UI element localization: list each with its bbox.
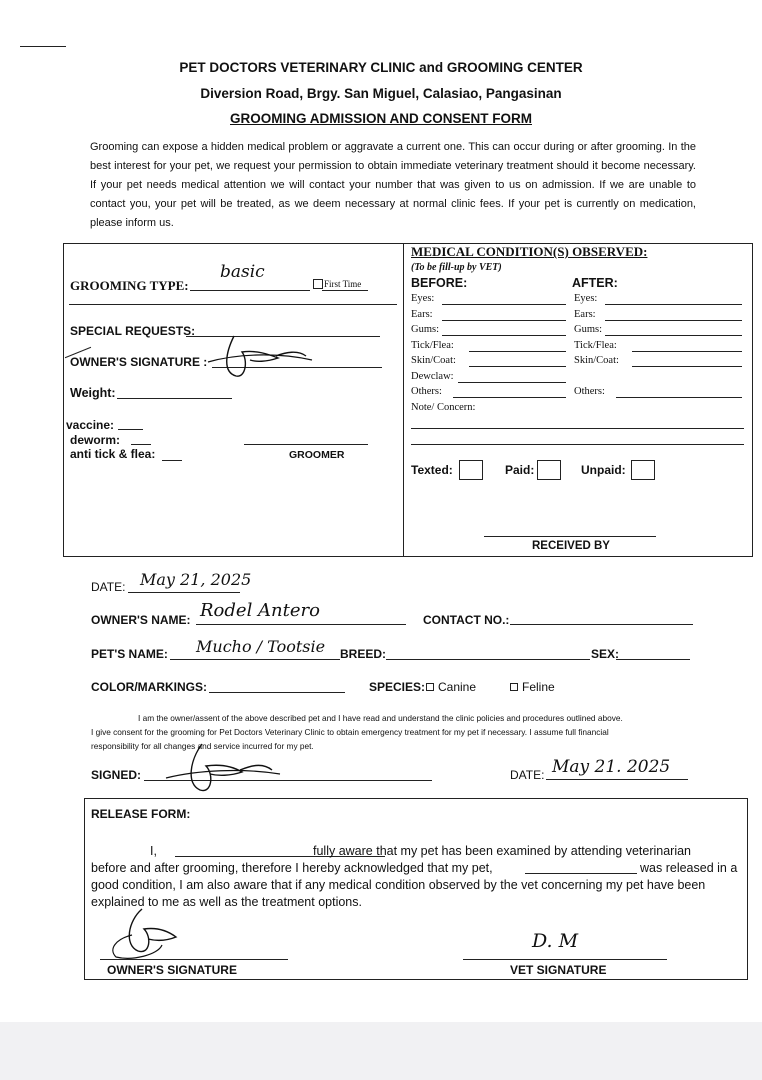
medical-title: MEDICAL CONDITION(S) OBSERVED: — [411, 244, 648, 259]
color-markings-label: COLOR/MARKINGS: — [91, 680, 207, 694]
note-concern-label: Note/ Concern: — [411, 402, 476, 413]
first-time-underline — [322, 290, 368, 291]
grooming-type-label: GROOMING TYPE: — [70, 278, 189, 293]
release-line-3: good condition, I am also aware that if any medical condition observed by the vet concerning my pet have been — [91, 878, 706, 892]
groomer-label: GROOMER — [289, 449, 345, 461]
release-vet-signature-label: VET SIGNATURE — [510, 963, 607, 977]
grooming-type-value: basic — [220, 262, 265, 282]
pet-name-field[interactable] — [170, 659, 340, 660]
after-field-label: Ears: — [574, 308, 596, 320]
breed-field[interactable] — [386, 659, 590, 660]
received-by-label: RECEIVED BY — [532, 540, 610, 552]
grooming-type-field[interactable] — [190, 290, 310, 291]
unpaid-checkbox[interactable] — [631, 460, 655, 480]
scan-mark — [20, 46, 66, 47]
groomer-signature-field[interactable] — [244, 444, 368, 445]
pet-name-label: PET'S NAME: — [91, 647, 168, 661]
consent-date-field[interactable] — [546, 779, 688, 780]
deworm-label: deworm: — [70, 433, 121, 447]
before-field-line[interactable] — [442, 335, 566, 336]
consent-signature-mark — [162, 740, 282, 800]
release-owner-signature-label: OWNER'S SIGNATURE — [107, 963, 237, 977]
consent-line-3: responsibility for all changes and service incurred for my pet. — [91, 741, 314, 751]
consent-line-2: I give consent for the grooming for Pet Doctors Veterinary Clinic to obtain emergency treatment for my pet if necessary. I assume full financial — [91, 727, 609, 737]
form-title: GROOMING ADMISSION AND CONSENT FORM — [230, 111, 532, 126]
release-pet-field[interactable] — [525, 873, 637, 874]
before-field-label: Dewclaw: — [411, 370, 454, 382]
vaccine-field[interactable] — [118, 429, 143, 430]
before-field-label: Ears: — [411, 308, 433, 320]
consent-line-1: I am the owner/assent of the above described pet and I have read and understand the clinic policies and procedures outlined above. — [138, 713, 623, 723]
canine-label: Canine — [438, 680, 477, 694]
received-by-field[interactable] — [484, 536, 656, 537]
contact-field[interactable] — [510, 624, 693, 625]
signed-label: SIGNED: — [91, 768, 142, 782]
deworm-field[interactable] — [131, 444, 151, 445]
before-field-line[interactable] — [469, 366, 566, 367]
clinic-address: Diversion Road, Brgy. San Miguel, Calasiao, Pangasinan — [200, 86, 562, 101]
note-line-1[interactable] — [411, 428, 744, 429]
release-line-2b: was released in a — [640, 861, 738, 875]
before-field-label: Others: — [411, 386, 442, 397]
release-line-4: explained to me as well as the treatment options. — [91, 895, 362, 909]
owner-name-field[interactable] — [196, 624, 406, 625]
before-field-line[interactable] — [453, 397, 566, 398]
consent-date-value: May 21. 2025 — [552, 757, 671, 777]
color-markings-field[interactable] — [209, 692, 345, 693]
box-divider — [403, 244, 404, 556]
after-field-label: Tick/Flea: — [574, 339, 617, 351]
breed-label: BREED: — [340, 647, 387, 661]
before-field-label: Tick/Flea: — [411, 339, 454, 351]
special-requests-label: SPECIAL REQUESTS: — [70, 324, 196, 338]
paid-checkbox[interactable] — [537, 460, 561, 480]
after-field-line[interactable] — [605, 335, 742, 336]
release-owner-signature-mark — [102, 905, 212, 961]
owner-signature-mark — [206, 332, 316, 382]
species-label: SPECIES: — [369, 680, 426, 694]
grooming-extra-line — [69, 304, 397, 305]
clinic-name: PET DOCTORS VETERINARY CLINIC and GROOMING CENTER — [179, 60, 583, 75]
after-field-label: Eyes: — [574, 293, 598, 304]
before-field-line[interactable] — [442, 304, 566, 305]
before-field-label: Skin/Coat: — [411, 355, 456, 366]
sex-label: SEX: — [591, 647, 620, 661]
vaccine-label: vaccine: — [66, 418, 115, 432]
paid-label: Paid: — [505, 463, 535, 477]
sex-field[interactable] — [616, 659, 690, 660]
texted-checkbox[interactable] — [459, 460, 483, 480]
contact-label: CONTACT NO.: — [423, 613, 510, 627]
weight-label: Weight: — [70, 386, 116, 400]
after-field-line[interactable] — [632, 351, 742, 352]
weight-field[interactable] — [117, 398, 232, 399]
feline-checkbox[interactable] — [510, 683, 518, 691]
texted-label: Texted: — [411, 463, 453, 477]
release-line-1a: I, — [150, 844, 157, 858]
owner-signature-label: OWNER'S SIGNATURE : — [70, 355, 208, 369]
unpaid-label: Unpaid: — [581, 463, 626, 477]
date-label: DATE: — [91, 580, 126, 594]
before-field-line[interactable] — [469, 351, 566, 352]
release-vet-signature-field[interactable] — [463, 959, 667, 960]
release-line-2a: before and after grooming, therefore I hereby acknowledged that my pet, — [91, 861, 493, 875]
after-label: AFTER: — [572, 276, 618, 290]
consent-date-label: DATE: — [510, 768, 545, 782]
owner-name-label: OWNER'S NAME: — [91, 613, 191, 627]
before-field-line[interactable] — [442, 320, 566, 321]
intro-paragraph: Grooming can expose a hidden medical problem or aggravate a current one. This can occur during or after grooming. In the best interest for your pet, we request your permission to obtain immediate veterinary treatment should it become necessary. If your pet needs medical attention we will contact your number that was given to us on admission. If we are unable to contact you, your pet will be treated, as we deem necessary at normal clinic fees. If your pet is currently on medication, please inform us. — [90, 141, 696, 229]
after-field-line[interactable] — [605, 304, 742, 305]
medical-subtitle: (To be fill-up by VET) — [411, 262, 502, 273]
antitick-label: anti tick & flea: — [70, 447, 156, 461]
owner-name-value: Rodel Antero — [200, 600, 320, 621]
scan-margin — [0, 1022, 762, 1080]
date-field[interactable] — [128, 592, 240, 593]
canine-checkbox[interactable] — [426, 683, 434, 691]
date-value: May 21, 2025 — [140, 570, 252, 589]
vet-initials: D. M — [532, 930, 579, 952]
release-owner-signature-field[interactable] — [100, 959, 288, 960]
after-field-label: Gums: — [574, 324, 603, 335]
feline-label: Feline — [522, 680, 555, 694]
antitick-field[interactable] — [162, 460, 182, 461]
after-field-line[interactable] — [616, 397, 742, 398]
after-field-line[interactable] — [605, 320, 742, 321]
before-field-line[interactable] — [458, 382, 566, 383]
after-field-line[interactable] — [632, 366, 742, 367]
pet-name-value: Mucho / Tootsie — [196, 637, 326, 656]
release-line-1b: fully aware that my pet has been examined by attending veterinarian — [313, 844, 692, 858]
before-label: BEFORE: — [411, 276, 468, 290]
before-field-label: Eyes: — [411, 293, 435, 304]
release-title: RELEASE FORM: — [91, 807, 191, 821]
first-time-checkbox[interactable] — [313, 279, 323, 289]
before-field-label: Gums: — [411, 324, 440, 335]
note-line-2[interactable] — [411, 444, 744, 445]
after-field-label: Others: — [574, 386, 605, 397]
after-field-label: Skin/Coat: — [574, 355, 619, 366]
first-time-label: First Time — [324, 279, 362, 289]
